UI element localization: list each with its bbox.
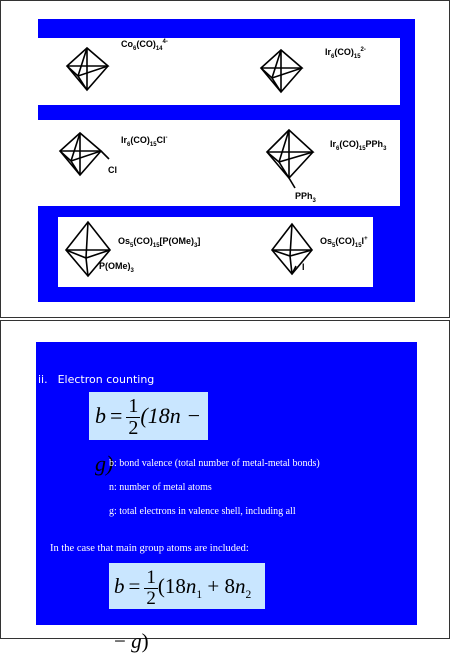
cluster-panel-3 [58,217,373,287]
cluster-label-ir6co15cl: $Ir_6(CO)_{15}Cl^-$ [121,135,168,148]
section-title: Electron counting [57,373,155,386]
cluster-label-co6co14: $Co_6(CO)_{14}^{4-}$ [121,39,168,52]
cluster-label-os5co15i: $Os_5(CO)_{15}I^+$ [320,236,368,249]
cluster-label-ir6co15: $Ir_6(CO)_{15}^{2-}$ [325,47,366,60]
cluster-panel-1 [38,38,400,105]
octahedron-cluster-icon [258,48,304,94]
slide-2 [0,320,450,654]
section-number: ii. [38,373,48,386]
ligand-label-pph3: PPh$_3$ [295,191,316,204]
octahedron-cluster-icon [64,46,110,92]
ligand-label-i: I [302,262,305,272]
definition-g: g: total electrons in valence shell, including all [109,506,296,517]
ligand-label-pome3: $P(OMe)_3$ [99,261,134,274]
trigonal-bipyramid-cluster-icon [270,222,320,276]
slide-1-blue-background [38,19,415,302]
section-heading [38,373,154,386]
octahedron-cluster-icon [57,131,117,183]
main-group-equation: b = $\frac{1}{2}$ $(18n_1 + 8n_2 - g)$ [109,563,265,609]
cluster-panel-2 [38,120,400,206]
slide-1 [0,0,450,318]
cluster-label-os5co15pome3: $Os_5(CO)_{15}[P(OMe)_3]$ [118,236,201,249]
slide-2-blue-background [36,342,417,654]
bond-valence-equation: b = $\frac{1}{2}$ (18n − g) [89,392,208,440]
ligand-label-cl: Cl [108,165,117,175]
cluster-label-ir6co15pph3: $Ir_6(CO)_{15}PPh_3$ [330,139,387,152]
definition-b: b: bond valence (total number of metal-metal bonds) [109,458,320,469]
octahedron-cluster-icon [264,128,316,194]
definition-n: n: number of metal atoms [109,482,212,493]
main-group-intro: In the case that main group atoms are included: [50,543,249,554]
